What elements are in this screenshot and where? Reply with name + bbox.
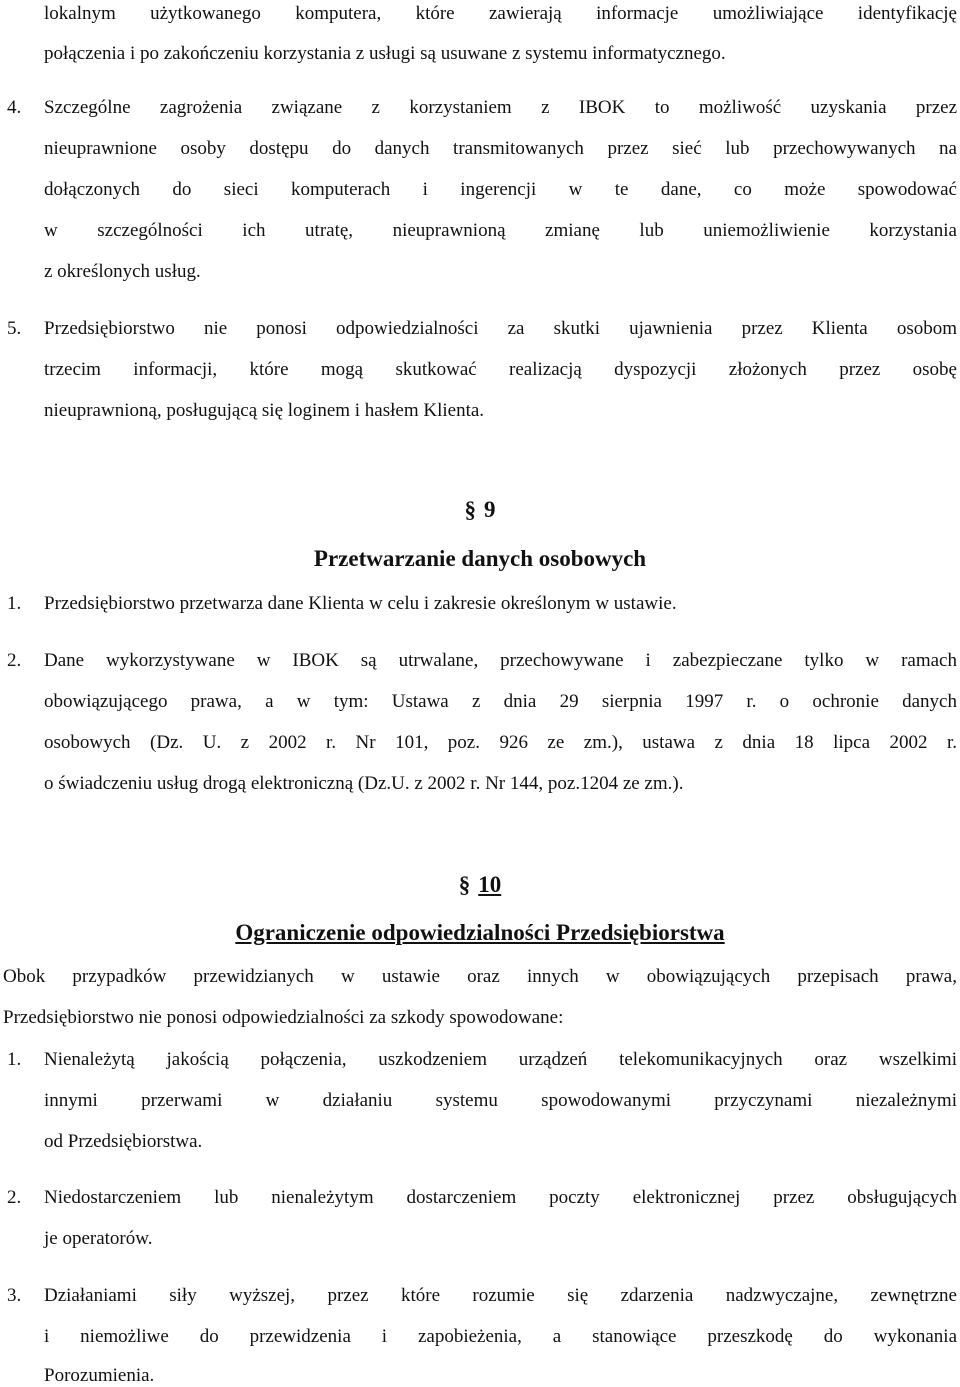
section-heading-number: [0, 496, 960, 524]
section-number: 10: [478, 872, 502, 897]
section-symbol: §: [464, 497, 476, 522]
paragraph-line: nieuprawnioną, posługującą się loginem i hasłem Klienta.: [44, 400, 485, 421]
section-number: 9: [484, 497, 496, 522]
list-number: 1.: [7, 593, 22, 614]
paragraph-line: obowiązującego prawa, a w tym: Ustawa z dnia 29 sierpnia 1997 r. o ochronie danych: [44, 691, 957, 712]
list-number: 5.: [7, 318, 22, 339]
section-heading-number: [0, 871, 960, 899]
paragraph-line: o świadczeniu usług drogą elektroniczną (Dz.U. z 2002 r. Nr 144, poz.1204 ze zm.).: [44, 773, 684, 794]
paragraph-line: innymi przerwami w działaniu systemu spowodowanymi przyczynami niezależnymi: [44, 1090, 957, 1111]
paragraph-line: Porozumienia.: [44, 1365, 155, 1386]
paragraph-line: lokalnym użytkowanego komputera, które zawierają informacje umożliwiające identyfikację: [44, 3, 957, 24]
paragraph-line: połączenia i po zakończeniu korzystania z usługi są usuwane z systemu informatycznego.: [44, 43, 726, 64]
paragraph-line: Obok przypadków przewidzianych w ustawie oraz innych w obowiązujących przepisach prawa,: [3, 966, 957, 987]
paragraph-line: Działaniami siły wyższej, przez które rozumie się zdarzenia nadzwyczajne, zewnętrzne: [44, 1285, 957, 1306]
paragraph-line: nieuprawnione osoby dostępu do danych transmitowanych przez sieć lub przechowywanych na: [44, 138, 957, 159]
section-symbol: §: [458, 872, 471, 897]
paragraph-line: Szczególne zagrożenia związane z korzystaniem z IBOK to możliwość uzyskania przez: [44, 97, 957, 118]
section-title: Ograniczenie odpowiedzialności Przedsiębiorstwa: [235, 920, 725, 945]
paragraph-line: Przedsiębiorstwo nie ponosi odpowiedzialności za skutki ujawnienia przez Klienta osobom: [44, 318, 957, 339]
list-number: 2.: [7, 1187, 22, 1208]
paragraph-line: z określonych usług.: [44, 261, 201, 282]
paragraph-line: je operatorów.: [44, 1228, 153, 1249]
paragraph-line: w szczególności ich utratę, nieuprawnioną zmianę lub uniemożliwienie korzystania: [44, 220, 957, 241]
paragraph-line: Niedostarczeniem lub nienależytym dostarczeniem poczty elektronicznej przez obsługujących: [44, 1187, 957, 1208]
list-number: 1.: [7, 1049, 22, 1070]
paragraph-line: od Przedsiębiorstwa.: [44, 1131, 203, 1152]
list-number: 2.: [7, 650, 22, 671]
paragraph-line: trzecim informacji, które mogą skutkować realizacją dyspozycji złożonych przez osobę: [44, 359, 957, 380]
paragraph-line: i niemożliwe do przewidzenia i zapobieżenia, a stanowiące przeszkodę do wykonania: [44, 1326, 957, 1347]
paragraph-line: osobowych (Dz. U. z 2002 r. Nr 101, poz. 926 ze zm.), ustawa z dnia 18 lipca 2002 r.: [44, 732, 957, 753]
paragraph-line: Przedsiębiorstwo przetwarza dane Klienta w celu i zakresie określonym w ustawie.: [44, 593, 677, 614]
section-title: Przetwarzanie danych osobowych: [313, 546, 647, 571]
list-number: 4.: [7, 97, 22, 118]
list-number: 3.: [7, 1285, 22, 1306]
paragraph-line: dołączonych do sieci komputerach i ingerencji w te dane, co może spowodować: [44, 179, 957, 200]
paragraph-line: Nienależytą jakością połączenia, uszkodzeniem urządzeń telekomunikacyjnych oraz wszelkimi: [44, 1049, 957, 1070]
paragraph-line: Przedsiębiorstwo nie ponosi odpowiedzialności za szkody spowodowane:: [3, 1007, 564, 1028]
paragraph-line: Dane wykorzystywane w IBOK są utrwalane, przechowywane i zabezpieczane tylko w ramach: [44, 650, 957, 671]
